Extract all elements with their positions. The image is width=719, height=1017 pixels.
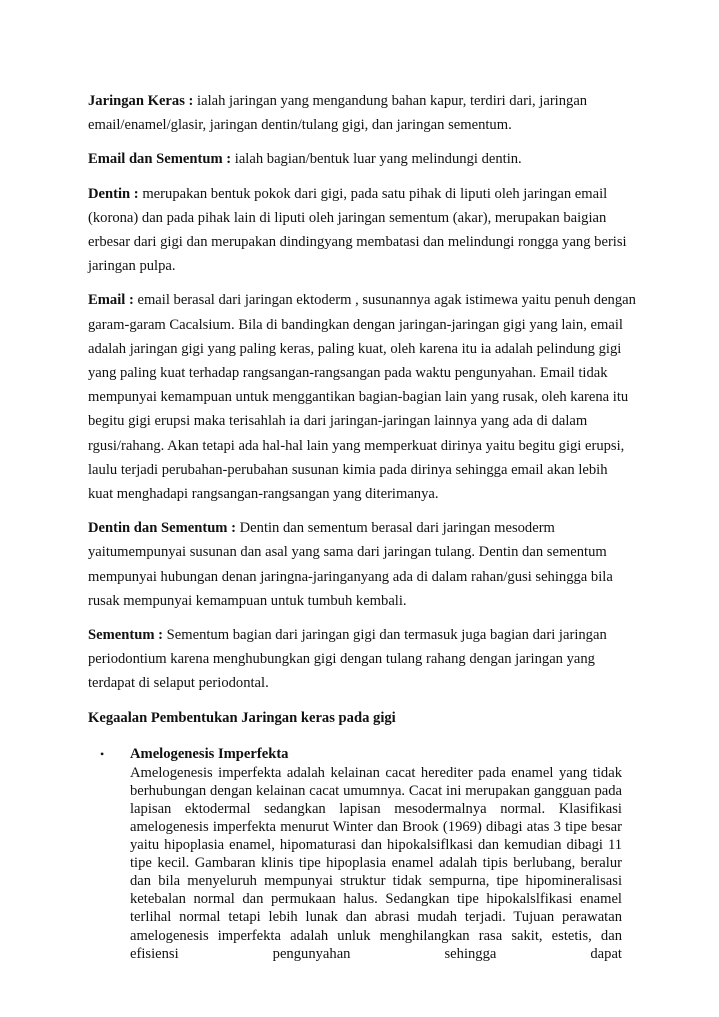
definition-email-dan-sementum: ialah bagian/bentuk luar yang melindungi dentin. bbox=[234, 151, 522, 168]
list-item-body: Amelogenesis imperfekta adalah kelainan cacat herediter pada enamel yang tidak berhubungan dengan kelainan cacat umumnya. Cacat ini merupakan gangguan pada lapisan ektodermal sedangkan lapisan mesodermalnya normal. Klasifikasi amelogenesis imperfekta menurut Winter dan Brook (1969) dibagi atas 3 tipe besar yaitu hipoplasia enamel, hipomaturasi dan hipokalsiflkasi dan kemudian dibagi 11 tipe kecil. Gambaran klinis tipe hipoplasia enamel adalah tipis berlubang, beralur dan bila menyeluruh mempunyai struktur tidak sempurna, tipe hipomineralisasi ketebalan normal dan permukaan halus. Sedangkan tipe hipokalslfikasi enamel terlihal normal tetapi lebih lunak dan abrasi mudah terjadi. Tujuan perawatan amelogenesis imperfekta adalah unluk menghilangkan rasa sakit, estetis, dan efisiensi pengunyahan sehingga dapat bbox=[130, 764, 622, 962]
term-sementum: Sementum : bbox=[88, 627, 167, 644]
list-item-amelogenesis bbox=[88, 744, 636, 963]
paragraph-dentin bbox=[88, 182, 636, 279]
paragraph-sementum bbox=[88, 623, 636, 696]
definition-dentin-dan-sementum: Dentin dan sementum berasal dari jaringan mesoderm yaitumempunyai susunan dan asal yang sama dari jaringan tulang. Dentin dan sementum mempunyai hubungan denan jaringna-jaringanyang ada di dalam rahan/gusi sehingga bila rusak mempunyai kemampuan untuk tumbuh kembali. bbox=[88, 520, 613, 609]
term-jaringan-keras: Jaringan Keras : bbox=[88, 93, 198, 109]
term-dentin: Dentin : bbox=[88, 185, 143, 202]
paragraph-email-dan-sementum bbox=[88, 147, 636, 171]
document-page bbox=[88, 89, 636, 963]
section-heading: Kegaalan Pembentukan Jaringan keras pada gigi bbox=[88, 709, 396, 726]
bullet-icon: • bbox=[100, 746, 105, 761]
paragraph-dentin-dan-sementum bbox=[88, 516, 636, 613]
definition-jaringan-keras: ialah jaringan yang mengandung bahan kapur, terdiri dari, jaringan email/enamel/glasir, jaringan dentin/tulang gigi, dan jaringan sementum. bbox=[88, 93, 588, 134]
list-item-title: Amelogenesis Imperfekta bbox=[130, 745, 289, 762]
term-email: Email : bbox=[88, 292, 138, 309]
definition-dentin: merupakan bentuk pokok dari gigi, pada satu pihak di liputi oleh jaringan email (korona) dan pada pihak lain di liputi oleh jaringan sementum (akar), merupakan baigian erbesar dari gigi dan merupakan dindingyang membatasi dan melindungi rongga yang berisi jaringan pulpa. bbox=[88, 185, 627, 275]
paragraph-jaringan-keras bbox=[88, 89, 636, 137]
term-dentin-dan-sementum: Dentin dan Sementum : bbox=[88, 520, 240, 537]
paragraph-email bbox=[88, 288, 636, 506]
term-email-dan-sementum: Email dan Sementum : bbox=[88, 151, 235, 168]
definition-email: email berasal dari jaringan ektoderm , susunannya agak istimewa yaitu penuh dengan garam-garam Cacalsium. Bila di bandingkan dengan jaringan-jaringan gigi yang lain, email adalah jaringan gigi yang paling keras, paling kuat, oleh karena itu ia adalah pelindung gigi yang paling kuat terhadap rangsangan-rangsangan pada waktu pengunyahan. Email tidak mempunyai kemampuan untuk menggantikan bagian-bagian lain yang rusak, oleh karena itu begitu gigi erupsi maka terisahlah ia dari jaringan-jaringan lainnya yang ada di dalam rgusi/rahang. Akan tetapi ada hal-hal lain yang memperkuat dirinya yaitu begitu gigi erupsi, laulu terjadi perubahan-perubahan susunan kimia pada dirinya sehingga email akan lebih kuat menghadapi rangsangan-rangsangan yang diterimanya. bbox=[88, 292, 636, 503]
definition-sementum: Sementum bagian dari jaringan gigi dan termasuk juga bagian dari jaringan periodontium karena menghubungkan gigi dengan tulang rahang dengan jaringan yang terdapat di selaput periodontal. bbox=[88, 627, 607, 692]
